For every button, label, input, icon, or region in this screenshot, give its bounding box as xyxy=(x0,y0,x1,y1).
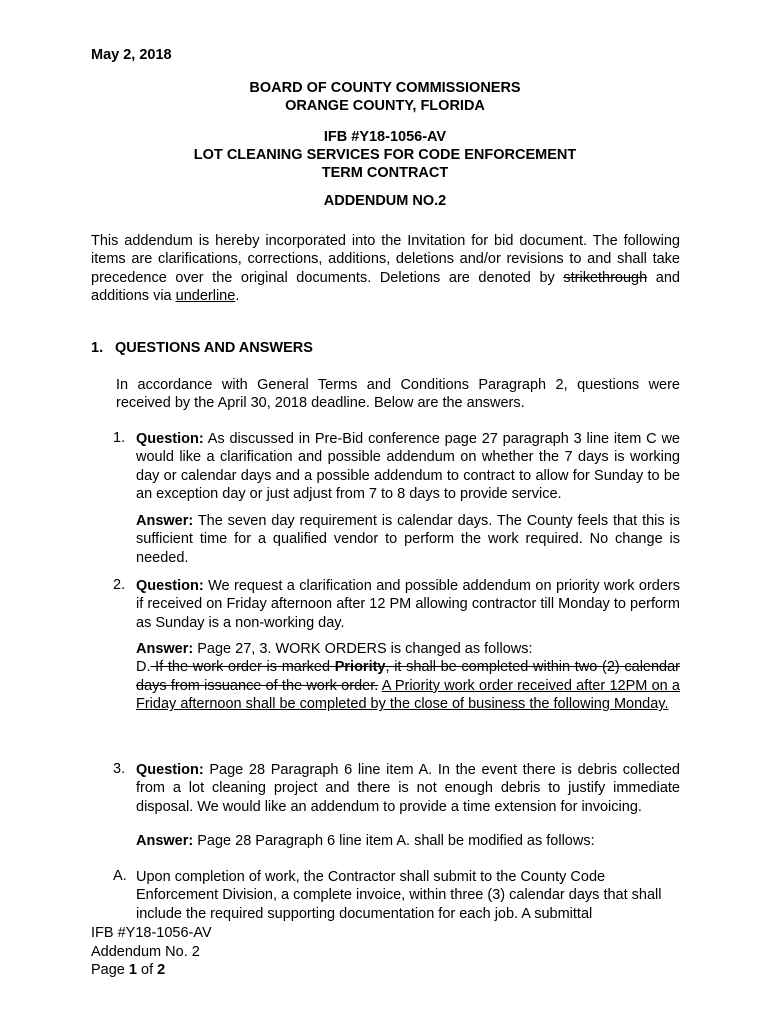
page-of: of xyxy=(136,962,158,979)
answer-text: The seven day requirement is calendar days. The County feels that this is sufficient time for a qualified vendor to perform the work required. No change is needed. xyxy=(136,513,680,566)
footer-page-number xyxy=(91,961,212,980)
item-marker: 3. xyxy=(113,761,126,777)
page-prefix: Page xyxy=(91,962,129,979)
answer-item-1 xyxy=(136,512,680,567)
intro-paragraph xyxy=(91,232,680,306)
ifb-number: IFB #Y18-1056-AV xyxy=(323,129,447,145)
board-header xyxy=(91,79,679,115)
ifb-title: LOT CLEANING SERVICES FOR CODE ENFORCEMENT xyxy=(193,147,577,163)
addendum-title: ADDENDUM NO.2 xyxy=(323,193,447,209)
county-name: ORANGE COUNTY, FLORIDA xyxy=(285,98,485,114)
intro-text-b: and additions via xyxy=(91,269,680,305)
item-marker: 2. xyxy=(113,577,126,593)
document-date: May 2, 2018 xyxy=(91,47,172,63)
footer-ifb: IFB #Y18-1056-AV xyxy=(91,925,212,941)
answer-intro-line xyxy=(136,640,680,658)
answer-item-3 xyxy=(136,832,680,850)
question-item-1 xyxy=(113,430,680,504)
intro-text-c: . xyxy=(235,288,240,305)
question-text: As discussed in Pre-Bid conference page 27 paragraph 3 line item C we would like a clarification and possible addendum on whether the 7 days is working day or calendar days and a possible addendum to contract to allow for Sunday to be an exception day or just adjust from 7 to 8 days to provide service. xyxy=(136,431,680,503)
section-heading xyxy=(91,340,313,356)
current-page: 1 xyxy=(128,962,137,979)
contract-type: TERM CONTRACT xyxy=(321,165,449,181)
answer-revision xyxy=(136,658,680,713)
question-item-3 xyxy=(113,761,680,816)
answer-label: Answer: xyxy=(136,513,194,529)
deleted-text-part: If the work order is marked xyxy=(150,659,335,676)
section-paragraph: In accordance with General Terms and Conditions Paragraph 2, questions were received by the April 30, 2018 deadline. Below are the answers. xyxy=(116,377,680,412)
answer-label: Answer: xyxy=(136,641,194,657)
page-footer xyxy=(91,924,212,980)
question-text: Page 28 Paragraph 6 line item A. In the event there is debris collected from a lot cleaning project and there is not enough debris to justify immediate disposal. We would like an addendum to provide a time extension for invoicing. xyxy=(136,762,680,815)
board-name: BOARD OF COUNTY COMMISSIONERS xyxy=(249,80,521,96)
total-pages: 2 xyxy=(157,962,166,979)
ifb-header xyxy=(91,128,679,182)
answer-label: Answer: xyxy=(136,833,194,849)
question-label: Question: xyxy=(136,762,204,778)
intro-text-a: This addendum is hereby incorporated into the Invitation for bid document. The following items are clarifications, corrections, additions, deletions and/or revisions to and shall take precedence over the original documents. Deletions are denoted by xyxy=(91,233,680,286)
answer-text: Page 28 Paragraph 6 line item A. shall be modified as follows: xyxy=(193,833,595,849)
deleted-text-part: , it shall be completed within two (2) calendar days from issuance of the work order. xyxy=(136,659,681,694)
strikethrough-example: strikethrough xyxy=(563,269,648,286)
section-number: 1. xyxy=(91,340,104,356)
deleted-priority-word: Priority xyxy=(334,659,386,676)
question-text: We request a clarification and possible addendum on priority work orders if received on Friday afternoon after 12 PM allowing contractor till Monday to perform as Sunday is a non-working day. xyxy=(136,578,680,631)
answer-intro: Page 27, 3. WORK ORDERS is changed as follows: xyxy=(193,641,533,657)
answer-item-2 xyxy=(136,640,680,714)
modified-item-text: Upon completion of work, the Contractor shall submit to the County Code Enforcement Division, a complete invoice, within three (3) calendar days that shall include the required supporting documentation for each job. A submittal xyxy=(136,869,662,922)
added-text: A Priority work order received after 12PM on a Friday afternoon shall be completed by the close of business the following Monday. xyxy=(136,677,680,713)
question-label: Question: xyxy=(136,431,204,447)
modified-item-a xyxy=(113,868,680,923)
item-marker: 1. xyxy=(113,430,126,446)
revision-letter: D. xyxy=(136,659,151,676)
footer-addendum: Addendum No. 2 xyxy=(91,943,200,960)
underline-example: underline xyxy=(175,288,236,305)
section-title: QUESTIONS AND ANSWERS xyxy=(115,340,313,356)
question-item-2 xyxy=(113,577,680,632)
question-label: Question: xyxy=(136,578,204,594)
item-marker: A. xyxy=(113,868,127,884)
